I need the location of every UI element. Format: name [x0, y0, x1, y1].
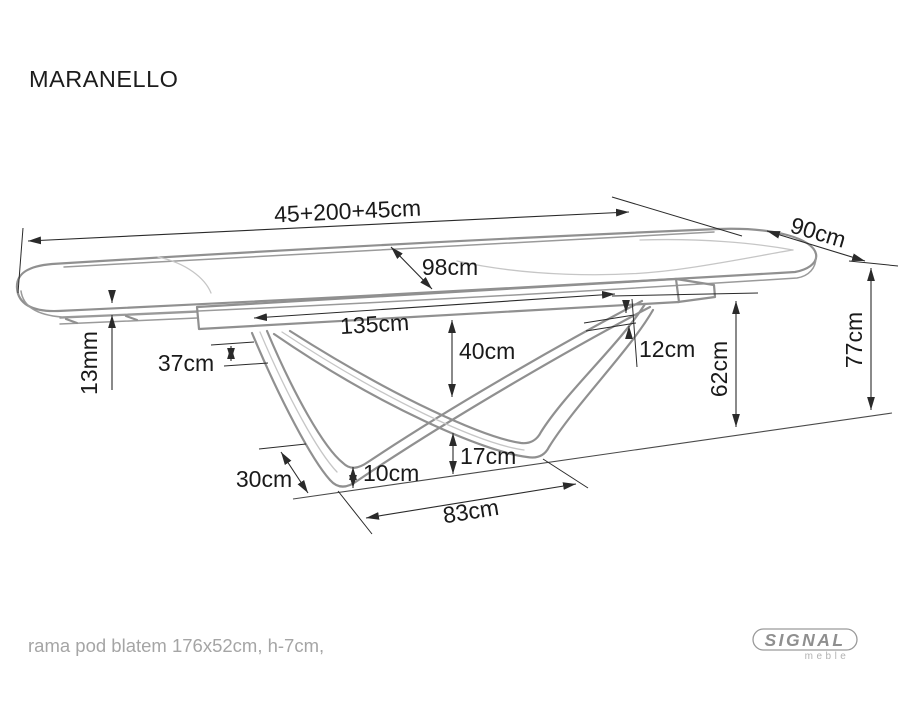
dim-underframe-clearance-label: 62cm — [706, 340, 732, 398]
dim-cross-clearance-label: 17cm — [460, 443, 517, 469]
top-seam-oval-top — [640, 240, 793, 250]
signal-logo — [753, 629, 857, 662]
logo-sub-text: meble — [804, 651, 850, 662]
dim-bracket-height — [584, 299, 637, 367]
leg-right-v — [274, 304, 653, 458]
tabletop-back-edge-line — [64, 232, 714, 267]
underframe-rail — [197, 279, 679, 329]
dim-top-thickness-label: 13mm — [76, 331, 102, 395]
dim-center-width-label: 98cm — [421, 254, 479, 280]
underframe-right-shelf — [676, 279, 715, 302]
ground-line — [293, 413, 892, 499]
dim-leg-offset-label: 37cm — [157, 350, 215, 376]
dim-frame-to-cross-label: 40cm — [459, 338, 516, 364]
top-seam-oval-bottom — [457, 250, 793, 275]
dimension-lines — [18, 194, 898, 534]
dim-foot-width-label: 30cm — [235, 466, 293, 492]
logo-brand-text: SIGNAL — [764, 630, 846, 650]
dim-end-width-label: 90cm — [787, 211, 849, 253]
footnote: rama pod blatem 176x52cm, h-7cm, — [28, 635, 325, 656]
page-title: MARANELLO — [29, 66, 179, 92]
dim-table-height-label: 77cm — [841, 311, 867, 369]
dim-base-span-label: 83cm — [440, 493, 501, 529]
dim-total-length-label: 45+200+45cm — [273, 194, 422, 228]
dim-foot-clearance-label: 10cm — [363, 460, 420, 486]
dim-frame-span-label: 135cm — [339, 308, 410, 340]
top-seam-left — [158, 257, 211, 293]
dim-bracket-height-label: 12cm — [639, 336, 696, 362]
dim-leg-offset — [211, 342, 268, 366]
